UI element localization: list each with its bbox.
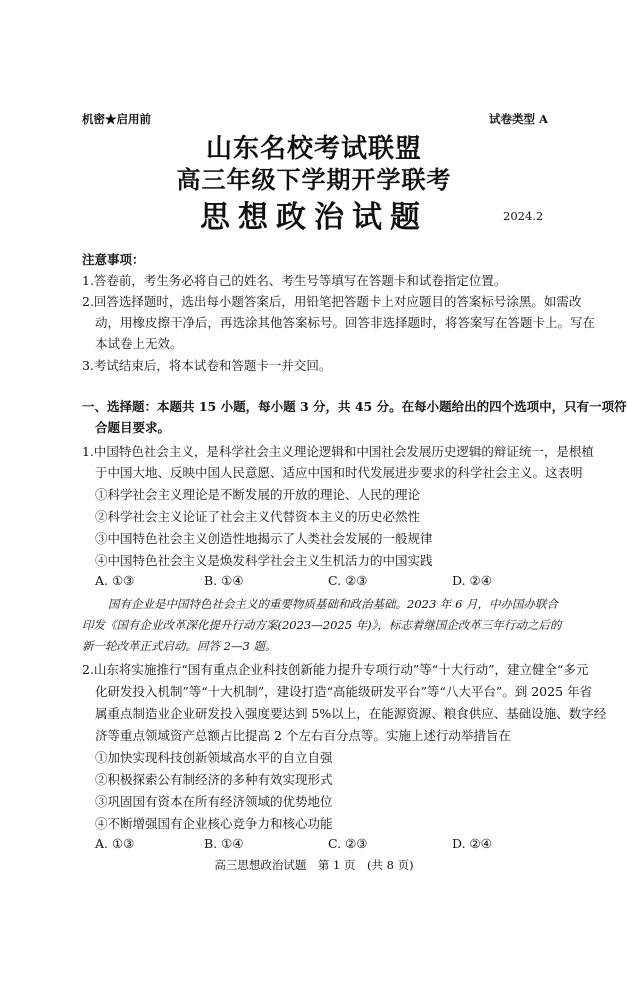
question-2-stem: 属重点制造业企业研发投入强度要达到 5%以上，在能源资源、粮食供应、基础设施、数字经 bbox=[95, 706, 607, 721]
question-1-stem: 1.中国特色社会主义，是科学社会主义理论逻辑和中国社会发展历史逻辑的辩证统一，是根植 bbox=[82, 444, 594, 459]
notes-heading: 注意事项： bbox=[82, 252, 145, 267]
question-2-option-a: A. ①③ bbox=[95, 836, 135, 851]
material-text: 印发《国有企业改革深化提升行动方案(2023—2025 年)》，标志着继国企改革三年行动之后的 bbox=[82, 618, 562, 632]
question-1-stem: 于中国大地、反映中国人民意愿、适应中国和时代发展进步要求的科学社会主义。这表明 bbox=[95, 465, 583, 480]
question-2-statement: ②积极探索公有制经济的多种有效实现形式 bbox=[95, 772, 333, 787]
question-1-statement: ③中国特色社会主义创造性地揭示了人类社会发展的一般规律 bbox=[95, 531, 433, 546]
exam-title-line2: 高三年级下学期开学联考 bbox=[176, 165, 452, 194]
exam-title-line1: 山东名校考试联盟 bbox=[205, 134, 422, 164]
question-2-stem: 济等重点领域资产总额占比提高 2 个左右百分点等。实施上述行动举措旨在 bbox=[95, 728, 511, 743]
notes-line: 3.考试结束后，将本试卷和答题卡一并交回。 bbox=[82, 358, 332, 373]
notes-line: 动，用橡皮擦干净后，再选涂其他答案标号。回答非选择题时，将答案写在答题卡上。写在 bbox=[95, 315, 596, 330]
question-1-statement: ①科学社会主义理论是不断发展的开放的理论、人民的理论 bbox=[95, 487, 421, 502]
question-2-statement: ③巩固国有资本在所有经济领域的优势地位 bbox=[95, 794, 333, 809]
question-2-statement: ①加快实现科技创新领域高水平的自立自强 bbox=[95, 750, 333, 765]
material-text: 新一轮改革正式启动。回答 2—3 题。 bbox=[82, 639, 277, 653]
question-2-option-d: D. ②④ bbox=[452, 836, 492, 851]
question-1-statement: ②科学社会主义论证了社会主义代替资本主义的历史必然性 bbox=[95, 509, 421, 524]
exam-subject-title: 思想政治试题 bbox=[200, 200, 428, 235]
exam-date: 2024.2 bbox=[503, 209, 544, 223]
notes-line: 2.回答选择题时，选出每小题答案后，用铅笔把答题卡上对应题目的答案标号涂黑。如需改 bbox=[82, 294, 582, 309]
notes-line: 本试卷上无效。 bbox=[95, 336, 183, 351]
question-2-stem: 2.山东将实施推行“国有重点企业科技创新能力提升专项行动”等“十大行动”，建立健全“多元 bbox=[82, 662, 589, 677]
question-1-option-c: C. ②③ bbox=[328, 573, 368, 588]
page-footer: 高三思想政治试题 第 1 页 (共 8 页) bbox=[214, 858, 414, 872]
question-2-option-c: C. ②③ bbox=[328, 836, 368, 851]
section-heading-cont: 合题目要求。 bbox=[95, 420, 171, 435]
section-heading: 一、选择题：本题共 15 小题，每小题 3 分，共 45 分。在每小题给出的四个选项中，只有一项符 bbox=[82, 399, 627, 414]
question-2-stem: 化研发投入机制”等“十大机制”，建设打造“高能级研发平台”等“八大平台”。到 2025 年省 bbox=[95, 684, 592, 699]
question-1-option-d: D. ②④ bbox=[452, 573, 492, 588]
confidential-label: 机密★启用前 bbox=[82, 112, 151, 126]
paper-type-label: 试卷类型 A bbox=[489, 112, 548, 126]
question-1-option-a: A. ①③ bbox=[95, 573, 135, 588]
notes-line: 1.答卷前，考生务必将自己的姓名、考生号等填写在答题卡和试卷指定位置。 bbox=[82, 273, 507, 288]
material-text: 国有企业是中国特色社会主义的重要物质基础和政治基础。2023 年 6 月，中办国办联合 bbox=[108, 597, 559, 611]
question-2-option-b: B. ①④ bbox=[204, 836, 244, 851]
question-1-option-b: B. ①④ bbox=[204, 573, 244, 588]
question-1-statement: ④中国特色社会主义是焕发科学社会主义生机活力的中国实践 bbox=[95, 553, 433, 568]
question-2-statement: ④不断增强国有企业核心竞争力和核心功能 bbox=[95, 816, 333, 831]
